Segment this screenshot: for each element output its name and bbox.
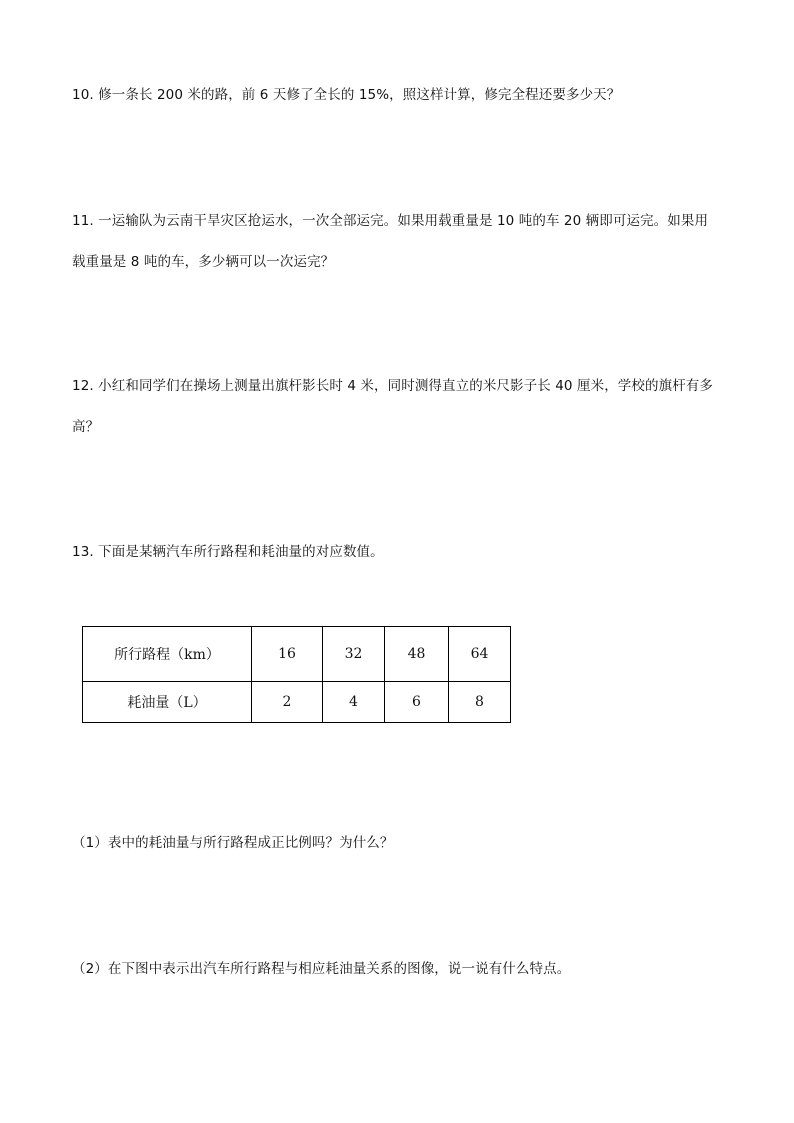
question-11-line-2: 载重量是 8 吨的车，多少辆可以一次运完？ <box>72 254 335 270</box>
row-header-distance: 所行路程（km） <box>83 627 252 682</box>
question-13: 13. 下面是某辆汽车所行路程和耗油量的对应数值。 <box>72 544 384 560</box>
table-cell: 64 <box>449 627 511 682</box>
subquestion-1: （1）表中的耗油量与所行路程成正比例吗？为什么？ <box>72 835 394 851</box>
table-cell: 8 <box>449 682 511 723</box>
table-cell: 16 <box>252 627 323 682</box>
table-row-fuel <box>83 682 511 723</box>
distance-fuel-table <box>82 626 511 723</box>
row-header-fuel: 耗油量（L） <box>83 682 252 723</box>
question-12-line-2: 高？ <box>72 419 100 435</box>
table-cell: 6 <box>385 682 449 723</box>
table-row-distance <box>83 627 511 682</box>
table-cell: 32 <box>323 627 385 682</box>
question-11-line-1: 11. 一运输队为云南干旱灾区抢运水，一次全部运完。如果用载重量是 10 吨的车 20 辆即可运完。如果用 <box>72 213 709 229</box>
subquestion-2: （2）在下图中表示出汽车所行路程与相应耗油量关系的图像，说一说有什么特点。 <box>72 961 571 977</box>
table-cell: 4 <box>323 682 385 723</box>
question-12-line-1: 12. 小红和同学们在操场上测量出旗杆影长时 4 米，同时测得直立的米尺影子长 40 厘米，学校的旗杆有多 <box>72 378 713 394</box>
table-cell: 48 <box>385 627 449 682</box>
question-10: 10. 修一条长 200 米的路，前 6 天修了全长的 15%，照这样计算，修完全程还要多少天？ <box>72 87 621 103</box>
table-cell: 2 <box>252 682 323 723</box>
